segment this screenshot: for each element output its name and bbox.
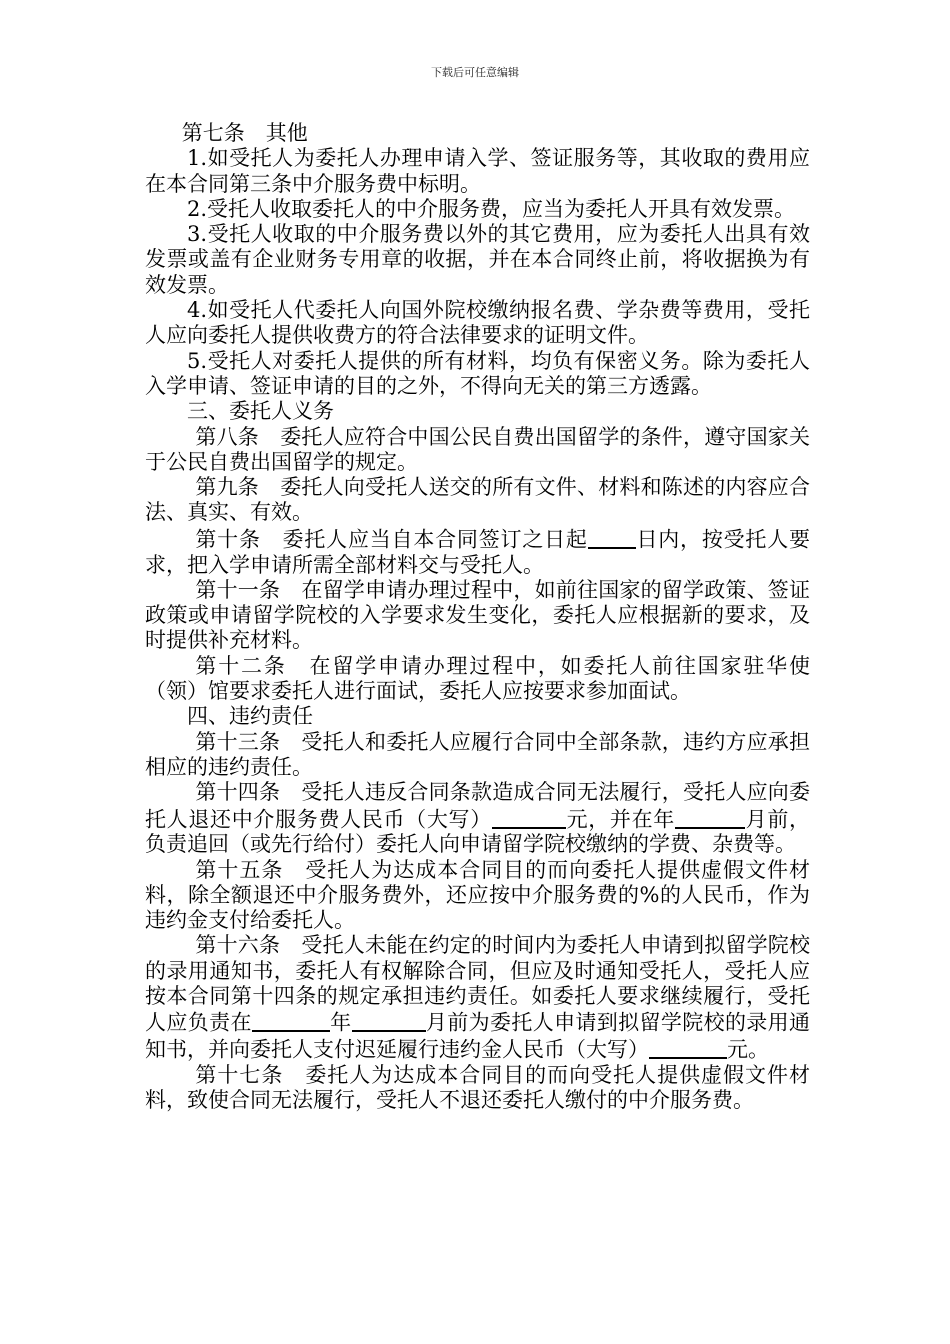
year-blank	[252, 1009, 330, 1032]
article-12: 第十二条 在留学申请办理过程中，如委托人前往国家驻华使（领）馆要求委托人进行面试，委托人应按要求参加面试。	[145, 653, 810, 704]
article-7-item-3: 3.受托人收取的中介服务费以外的其它费用，应为委托人出具有效发票或盖有企业财务专用章的收据，并在本合同终止前，将收据换为有效发票。	[145, 222, 810, 297]
article-11: 第十一条 在留学申请办理过程中，如前往国家的留学政策、签证政策或申请留学院校的入学要求发生变化，委托人应根据新的要求，及时提供补充材料。	[145, 577, 810, 653]
month-blank-2	[352, 1009, 426, 1032]
article-17: 第十七条 委托人为达成本合同目的而向受托人提供虚假文件材料，致使合同无法履行，受托人不退还委托人缴付的中介服务费。	[145, 1062, 810, 1113]
article-10-text-b: 日内，按受托人要求，把入学申请所需全部材料交与受托人。	[145, 527, 811, 577]
article-14-text-c: 月前，负责追回（或先行给付）委托人向申请留学院校缴纳的学费、杂费等。	[145, 806, 811, 857]
article-16-text-d: 元。	[727, 1037, 769, 1062]
article-7-item-5: 5.受托人对委托人提供的所有材料，均负有保密义务。除为委托人入学申请、签证申请的目的之外，不得向无关的第三方透露。	[145, 348, 810, 398]
article-15: 第十五条 受托人为达成本合同目的而向委托人提供虚假文件材料，除全额退还中介服务费外，还应按中介服务费的%的人民币，作为违约金支付给委托人。	[145, 857, 810, 933]
article-16-text-c: 月前为委托人申请到拟留学院校的录用通知书，并向委托人支付迟延履行违约金人民币（大写）	[145, 1010, 811, 1062]
article-16-text-a: 第十六条 受托人未能在约定的时间内为委托人申请到拟留学院校的录用通知书，委托人有权解除合同，但应及时通知受托人，受托人应按本合同第十四条的规定承担违约责任。如委托人要求继续履行，受托人应负责在	[145, 933, 810, 1035]
section-3-heading: 三、委托人义务	[187, 399, 334, 424]
article-14-text-a: 第十四条 受托人违反合同条款造成合同无法履行，受托人应向委托人退还中介服务费人民币（大写）	[145, 780, 810, 831]
article-10	[145, 526, 810, 578]
article-9: 第九条 委托人向受托人送交的所有文件、材料和陈述的内容应合法、真实、有效。	[145, 475, 810, 525]
article-7-item-1: 1.如受托人为委托人办理申请入学、签证服务等，其收取的费用应在本合同第三条中介服务费中标明。	[145, 146, 810, 196]
article-8: 第八条 委托人应符合中国公民自费出国留学的条件，遵守国家关于公民自费出国留学的规定。	[145, 424, 810, 474]
article-7-heading: 第七条 其他	[181, 121, 308, 145]
article-16	[145, 933, 810, 1062]
document-body	[145, 121, 810, 1114]
days-blank	[588, 526, 636, 549]
article-7-item-4: 4.如受托人代委托人向国外院校缴纳报名费、学杂费等费用，受托人应向委托人提供收费方的符合法律要求的证明文件。	[145, 298, 810, 348]
article-16-text-b: 年	[329, 1010, 352, 1035]
page-header: 下载后可任意编辑	[431, 66, 519, 79]
article-10-text-a: 第十条 委托人应当自本合同签订之日起	[195, 527, 588, 552]
refund-amount-blank	[492, 806, 566, 829]
penalty-amount-blank	[649, 1036, 727, 1059]
section-4-heading: 四、违约责任	[187, 704, 313, 729]
article-14-text-b: 元，并在年	[565, 806, 675, 831]
article-14	[145, 780, 810, 857]
article-13: 第十三条 受托人和委托人应履行合同中全部条款，违约方应承担相应的违约责任。	[145, 729, 810, 779]
article-7-item-2: 2.受托人收取委托人的中介服务费，应当为委托人开具有效发票。	[187, 196, 796, 221]
month-blank	[675, 806, 745, 829]
